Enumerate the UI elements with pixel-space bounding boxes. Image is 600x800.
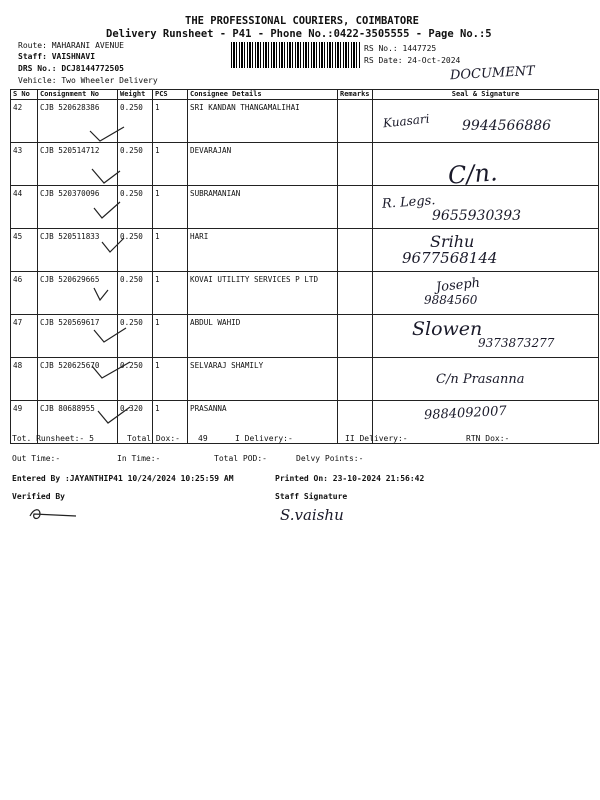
cell-signature <box>373 272 599 315</box>
cell-pcs: 1 <box>153 358 188 401</box>
runsheet-title: Delivery Runsheet - P41 - Phone No.:0422-3505555 - Page No.:5 <box>106 28 492 40</box>
cell-consignee: SELVARAJ SHAMILY <box>188 358 338 401</box>
phone-44: 9655930393 <box>432 208 522 224</box>
i-delivery: I Delivery:- <box>235 434 293 443</box>
rs-date: RS Date: 24-Oct-2024 <box>364 56 461 65</box>
cell-remarks <box>338 100 373 143</box>
cell-consignee: SUBRAMANIAN <box>188 186 338 229</box>
cell-pcs: 1 <box>153 401 188 444</box>
cell-consignee: SRI KANDAN THANGAMALIHAI <box>188 100 338 143</box>
cell-consignment: CJB 80688955 <box>38 401 118 444</box>
cell-consignment: CJB 520628386 <box>38 100 118 143</box>
signature-45: Srihu <box>430 232 475 251</box>
staff-signature: S.vaishu <box>280 506 344 524</box>
phone-47: 9373873277 <box>478 336 555 350</box>
cell-weight: 0.250 <box>118 100 153 143</box>
in-time: In Time:- <box>117 454 161 463</box>
cell-remarks <box>338 315 373 358</box>
signature-42: Kuasari <box>382 111 431 131</box>
cell-weight: 0.250 <box>118 315 153 358</box>
col-consignee: Consignee Details <box>188 90 338 100</box>
route-label: Route: MAHARANI AVENUE <box>18 41 124 50</box>
cell-weight: 0.250 <box>118 229 153 272</box>
cell-sno: 44 <box>11 186 38 229</box>
cell-remarks <box>338 358 373 401</box>
total-dox-label: Total Dox:- <box>127 434 180 443</box>
cell-consignee: DEVARAJAN <box>188 143 338 186</box>
phone-46: 9884560 <box>424 293 478 307</box>
signature-44: R. Legs. <box>381 193 436 212</box>
col-sno: S No <box>11 90 38 100</box>
drs-label: DRS No.: DCJ8144772505 <box>18 64 124 73</box>
tick-mark-icon <box>92 324 132 346</box>
verified-by: Verified By <box>12 492 65 501</box>
cell-weight: 0.250 <box>118 143 153 186</box>
delvy-points: Delvy Points:- <box>296 454 364 463</box>
signature-43: C/n. <box>447 158 499 190</box>
total-pod: Total POD:- <box>214 454 267 463</box>
cell-remarks <box>338 186 373 229</box>
verifier-initial-icon <box>26 506 82 524</box>
table-header-row <box>11 90 599 100</box>
cell-consignee: PRASANNA <box>188 401 338 444</box>
tot-runsheet: Tot. Runsheet:- 5 <box>12 434 94 443</box>
cell-weight: 0.320 <box>118 401 153 444</box>
cell-remarks <box>338 229 373 272</box>
vehicle-label: Vehicle: Two Wheeler Delivery <box>18 76 158 85</box>
cell-consignment: CJB 520511833 <box>38 229 118 272</box>
signature-46: Joseph <box>435 275 481 296</box>
cell-pcs: 1 <box>153 315 188 358</box>
tick-mark-icon <box>96 405 136 427</box>
entered-by: Entered By :JAYANTHIP41 10/24/2024 10:25:59 AM <box>12 474 234 483</box>
cell-remarks <box>338 272 373 315</box>
rtn-dox: RTN Dox:- <box>466 434 510 443</box>
cell-pcs: 1 <box>153 143 188 186</box>
col-weight: Weight <box>118 90 153 100</box>
tick-mark-icon <box>90 165 130 185</box>
cell-consignment: CJB 520629665 <box>38 272 118 315</box>
document-note: DOCUMENT <box>449 63 536 84</box>
cell-sno: 43 <box>11 143 38 186</box>
tick-mark-icon <box>90 360 136 382</box>
cell-consignee: KOVAI UTILITY SERVICES P LTD <box>188 272 338 315</box>
ii-delivery: II Delivery:- <box>345 434 408 443</box>
cell-pcs: 1 <box>153 100 188 143</box>
col-consignment: Consignment No <box>38 90 118 100</box>
signature-47: Slowen <box>412 318 483 340</box>
col-pcs: PCS <box>153 90 188 100</box>
out-time: Out Time:- <box>12 454 61 463</box>
cell-remarks <box>338 143 373 186</box>
cell-weight: 0.250 <box>118 186 153 229</box>
cell-sno: 42 <box>11 100 38 143</box>
col-signature: Seal & Signature <box>373 90 599 100</box>
rs-no: RS No.: 1447725 <box>364 44 437 53</box>
cell-pcs: 1 <box>153 272 188 315</box>
cell-consignee: ABDUL WAHID <box>188 315 338 358</box>
cell-pcs: 1 <box>153 186 188 229</box>
barcode <box>231 42 361 68</box>
cell-consignee: HARI <box>188 229 338 272</box>
tick-mark-icon <box>92 200 132 222</box>
company-title: THE PROFESSIONAL COURIERS, COIMBATORE <box>185 15 419 27</box>
cell-sno: 48 <box>11 358 38 401</box>
cell-sno: 46 <box>11 272 38 315</box>
total-dox-value: 49 <box>198 434 208 443</box>
staff-label: Staff: VAISHNAVI <box>18 52 96 61</box>
cell-weight: 0.250 <box>118 272 153 315</box>
tick-mark-icon <box>90 282 120 304</box>
cell-sno: 47 <box>11 315 38 358</box>
cell-weight: 0.250 <box>118 358 153 401</box>
tick-mark-icon <box>88 125 128 145</box>
tick-mark-icon <box>100 236 140 256</box>
cell-sno: 45 <box>11 229 38 272</box>
phone-49: 9884092007 <box>423 403 508 424</box>
cell-consignment: CJB 520370096 <box>38 186 118 229</box>
signature-49: C/n Prasanna <box>436 372 525 387</box>
cell-consignment: CJB 520514712 <box>38 143 118 186</box>
cell-consignment: CJB 520625670 <box>38 358 118 401</box>
printed-on: Printed On: 23-10-2024 21:56:42 <box>275 474 425 483</box>
cell-consignment: CJB 520569617 <box>38 315 118 358</box>
table-row <box>11 229 599 272</box>
phone-45: 9677568144 <box>402 249 498 267</box>
cell-sno: 49 <box>11 401 38 444</box>
cell-pcs: 1 <box>153 229 188 272</box>
phone-42: 9944566886 <box>462 118 552 134</box>
col-remarks: Remarks <box>338 90 373 100</box>
staff-signature-label: Staff Signature <box>275 492 348 501</box>
